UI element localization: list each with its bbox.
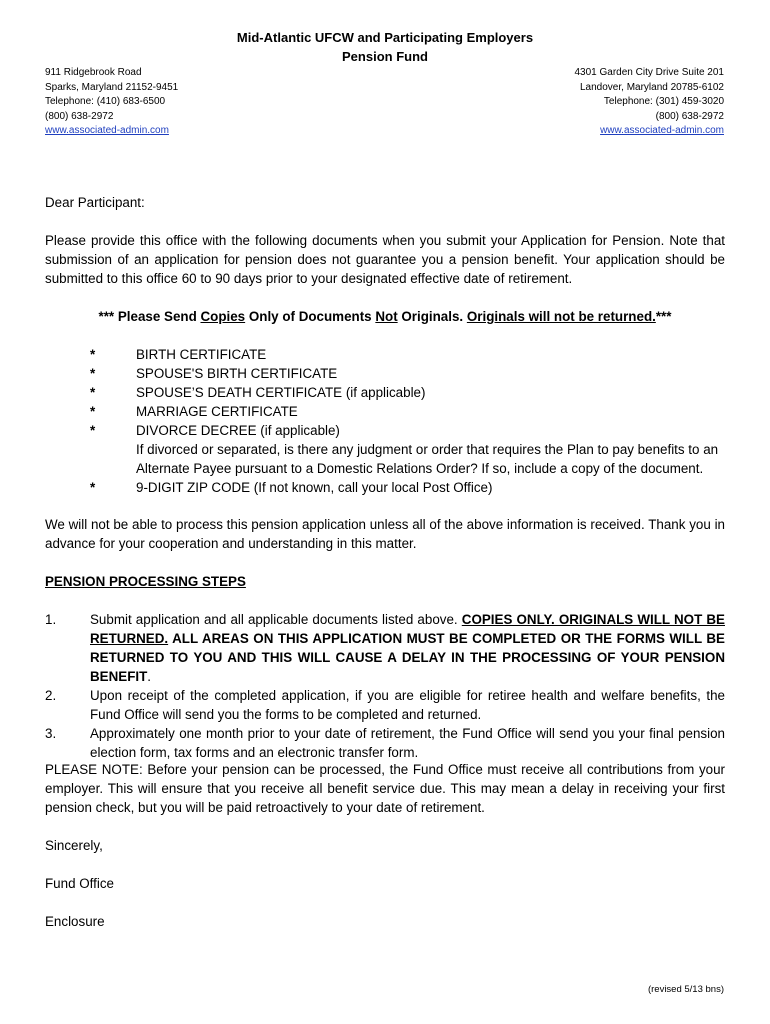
step-item [45,610,725,686]
document-item: DIVORCE DECREE (if applicable) [136,423,340,438]
steps-heading [45,572,725,591]
notice-originals: Originals will not be returned. [466,309,656,324]
revision-note: (revised 5/13 bns) [647,984,724,995]
step-number: 3. [45,726,57,741]
steps-heading-text: PENSION PROCESSING STEPS [45,574,246,589]
notice-text-4: *** [655,309,672,324]
document-item: SPOUSE’S DEATH CERTIFICATE (if applicable) [136,385,426,400]
address-right-city: Landover, Maryland 20785-6102 [580,81,724,93]
bullet-spacer [45,440,136,478]
list-item [45,364,725,383]
steps-list [45,610,725,762]
bullet-mark: * [90,347,96,362]
document-item: BIRTH CERTIFICATE [136,347,267,362]
notice-copies: Copies [200,309,246,324]
address-right-street: 4301 Garden City Drive Suite 201 [574,67,724,78]
bullet-mark: * [90,404,96,419]
step-1-warning: ALL AREAS ON THIS APPLICATION MUST BE COMPLETED OR THE FORMS WILL BE RETURNED TO YOU AND THIS WILL CAUSE A DELAY IN THE PROCESSING OF YOUR PENSION BENEFIT [90,631,725,684]
step-1-copies-only: COPIES ONLY. ORIGINALS WILL NOT BE RETURNED. [90,612,725,646]
notice-not: Not [375,309,398,324]
document-item: SPOUSE'S BIRTH CERTIFICATE [136,366,338,381]
salutation: Dear Participant: [45,195,145,210]
address-right-web-link[interactable]: www.associated-admin.com [600,125,724,136]
list-item [45,383,725,402]
step-item [45,686,725,724]
step-1-plain: Submit application and all applicable documents listed above. [90,612,462,627]
list-item [45,440,725,478]
org-name-line2: Pension Fund [342,49,428,64]
org-name-line1: Mid-Atlantic UFCW and Participating Employers [236,30,534,45]
step-text: Approximately one month prior to your date of retirement, the Fund Office will send you your final pension election form, tax forms and an electronic transfer form. [90,726,725,760]
address-left-city: Sparks, Maryland 21152-9451 [45,81,179,93]
bullet-mark: * [90,385,96,400]
address-left-phone: Telephone: (410) 683-6500 [45,96,166,107]
step-number: 1. [45,612,57,627]
intro-paragraph: Please provide this office with the following documents when you submit your Application for Pension. Note that submission of an application for pension does not guarantee you a pension benefit. Your application should be submitted to this office 60 to 90 days prior to your designated effective date of retirement. [45,233,725,286]
list-item [45,478,725,497]
bullet-mark: * [90,423,96,438]
notice-text-2: Only of Documents [245,309,376,324]
please-note-paragraph: PLEASE NOTE: Before your pension can be processed, the Fund Office must receive all contributions from your employer. This will ensure that you receive all benefit service due. This may mean a delay in receiving your first pension check, but you will be paid retroactively to your date of retirement. [45,762,725,815]
notice-text-3: Originals. [397,309,467,324]
enclosure: Enclosure [45,914,105,929]
step-item [45,724,725,762]
list-item [45,345,725,364]
signature: Fund Office [45,876,114,891]
notice-text-1: *** Please Send [98,309,201,324]
bullet-mark: * [90,480,96,495]
list-item [45,421,725,440]
address-left-web-link[interactable]: www.associated-admin.com [45,125,169,136]
closing: Sincerely, [45,838,103,853]
process-note: We will not be able to process this pension application unless all of the above information is received. Thank you in advance for your cooperation and understanding in this matter. [45,517,725,551]
step-number: 2. [45,688,57,703]
address-left [45,66,178,139]
address-left-tollfree: (800) 638-2972 [45,110,114,122]
zip-item: 9-DIGIT ZIP CODE (If not known, call your local Post Office) [136,480,493,495]
address-right-phone: Telephone: (301) 459-3020 [603,96,724,107]
step-text [90,610,725,686]
copies-notice [45,307,725,326]
address-right-tollfree: (800) 638-2972 [655,110,724,122]
document-item: MARRIAGE CERTIFICATE [136,404,298,419]
step-text: Upon receipt of the completed application, if you are eligible for retiree health and welfare benefits, the Fund Office will send you the forms to be completed and returned. [90,688,725,722]
bullet-mark: * [90,366,96,381]
divorce-note: If divorced or separated, is there any judgment or order that requires the Plan to pay benefits to an Alternate Payee pursuant to a Domestic Relations Order? If so, include a copy of the document. [136,442,719,476]
step-1-end: . [147,669,152,684]
documents-list [45,345,725,497]
address-right [574,66,724,139]
address-left-street: 911 Ridgebrook Road [45,67,142,78]
list-item [45,402,725,421]
